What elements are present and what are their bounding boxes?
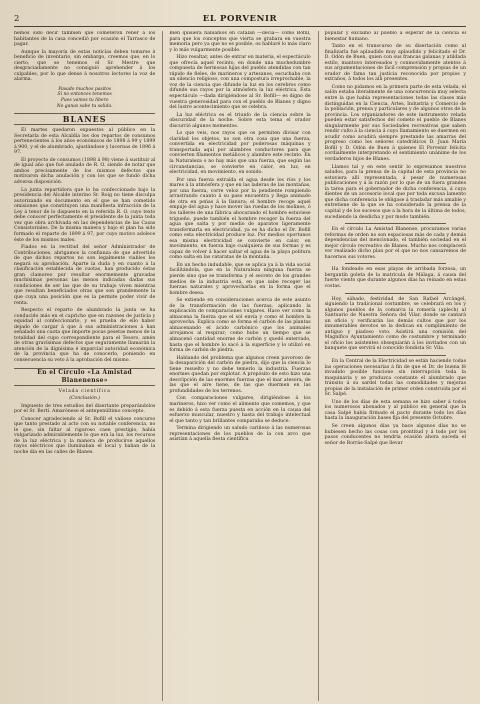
paragraph: Conocer agradeciendo al Sr. Bofill el valioso concurso que tanto prestado al acto con su notable conferencia, no le que, sin faltar al riguroso caen prestigio, había vulgarizado admirablemente lo que era la luz, los recursos de la luz eléctrica y la manera de producirse aquellos rayos eléctricos que iluminaban el local y bañan de la noche día en las calles de Blanes. bbox=[14, 416, 156, 455]
paragraph: Hizo resaltar, antes de entrar en materia, el espectáculo que ofrecía aquel recinto, en donde una muchedumbre compuesta de hermosas hijas del pueblo atendidas con tan rápido de fieles, de marineros y artesanos, escuchaba con un silencio religioso, con una compostura irreprochable, la voz de la ciencia que difunde la luz en los cerebros como difunde sus rayos por la atmósfera la luz eléctrica. Esta espectáculo —dada dirigiéndose al Sr. Bofill— es digno de vuestra generosidad para con el pueblo de Blanes y digno del lustre acontecimiento que se celebra. bbox=[169, 55, 311, 111]
verse-line: Pues vamos tu libero bbox=[60, 98, 109, 104]
section-title-blanes: BLANES bbox=[14, 113, 155, 125]
paragraph: El martes quedaron expuestos al público en la Secretaría de esta Alcaldía los dos repartos de consumos pertenecientes á los años económicos de 1898 á 99 y 1899 á 900, y el de alumbrado, ajustándose y lucernas de 1896 á 97. bbox=[14, 128, 156, 156]
paragraph: Bien quisiera habíamos en catalán —decía— como Bofill, para que los conceptos que vierta se grabara en vuestra memoria pero ya que no es posible, os hablaré lo más claro y lo más vulgarmente posible. bbox=[169, 31, 311, 53]
paragraph: Como no pidamos en la primera parte de esta velada, el salón estaba literalmente de una concurrencia muy selecta entre la que había representaciones todas las clases más distinguidas en la Ciencia, Artes, Industria y Comercio de la población, prensa y particulares y de algunos otros de la provincia. Los organizadores de este instrumento velada pueden estar satisfechos del cometo el pueblo de Blanes singularmente por sus Sociedades recreativas que saben rendir culto á la ciencia á cuyo llamamiento se duermen en acudir como acudirá siempre prestando las amarras del progreso como los señores catedráticos D. Juan María Bofill y D. Odón de Buen á quienes El Porvenir felicita cordialmente interpretando el sentimiento unánime de los verdaderos hijos de Blanes. bbox=[324, 84, 466, 163]
divider bbox=[345, 293, 446, 294]
verse bbox=[14, 87, 155, 109]
paragraph: Lo que veis, nos rayos que os permiten divisar con claridad los objetos, no son otra cosa que una fuerza, convertida en electricidad por poderosas máquinas y transportada aquí por alambres conductores para que convierten filamentos metálicos y alambre este recinto. En la Naturaleza o no hay más que una fuerza, que según las circunstancias, se convierte en calor, en luz, en electricidad, en movimiento, en sonido. bbox=[169, 131, 311, 176]
paragraph: Tanto en el transcurso de su disertación como al finalizarla fué aplaudido muy aplaudido y felicitado el Dr. D. Odón de Buen, quien con sus francas galanas y atildada estilo, mantuvo interesados y conmovidamente atentos á sus argumentaciones de fácil comprensión y propias de un orador de fama tan justicia reconocida por propios y extraños, á todos los allí presentes. bbox=[324, 44, 466, 83]
paragraph: popular y exclamó al pueblo á esperar de la ciencia el bienestar humano. bbox=[324, 31, 466, 42]
page-header bbox=[14, 10, 466, 27]
paragraph: Se creen algunos días ya hace algunos días no se hubiesen hecho las cosas con prontitud y á todo por los pasos conducentes no tendría ocasión ahora suceda el señor de Borrás-Salpé que llevar bbox=[324, 424, 466, 446]
paragraph: Impuesto de tres estudios del disertante preparándolos por el Sr. Bertí. Amarónese el antepenúltimo concepto. bbox=[14, 403, 156, 415]
verse-line: Si no entonces tenemos bbox=[57, 92, 112, 98]
paragraph: Respecto el reparto de alumbrado la junta se ha conducido más en el capricho que en razones de justicia y equidad al confeccionarlo, y es prueba de ello haber dejado de cargar á que á sus administraciones á han señalado una cuota que importe pocas pesetas menos de la totalidad del cupo correspondiente para el Tesoro, amén de otras gravísimas defectos que seguramente llamarán la atención de la dignísima é imparcial autoridad económica de la provincia que ha de conocerlo, poniendo en consecuencia su veto á la aprobación del mismo. bbox=[14, 308, 156, 363]
column-2 bbox=[162, 31, 310, 701]
paragraph: La luz eléctrica es el triunfo de la ciencia sobre la obscuridad de la noche. Sobre esta tema el orador discurrió algunos momentos. bbox=[169, 112, 311, 129]
paragraph: En el círculo La Amistad Blanense, procuramos varias reformas de orden no son espaciosas más de cada y demás dependencias del mencionado, el también sociedad en el mejor círculo recreativo de Blanes. Mucho nos complacerá ver realizado dicho plan por el que no nos cansaremos de hacernos sus votores. bbox=[324, 227, 466, 260]
paragraph: Por una fuerza extraída el agua desde los ríos y los mares á la atmósfera y que en las laderas de las montañas, por una fuerza, corre veloz por la pendiente rompiendo arrastrando cuanto á su paso encuentra y llega animado de otra en peñas á la llanura; el hombre recoge aquel empuje del agua y hace mover las ruedas de los molinos, ó los talleres de una fábrica abocarando el hombre estuviese trigueño, puede también el hombre recoger la fuerza del agua que salta y por medio de aparatos ligeramente transformarla en electricidad, ya es ha dicho el Dr. Bofill como esta electricidad produce luz. Por medios oportunos esa misma electricidad se convierte en calor, en movimiento, en fuerza bajo cualquiera de sus formas y es capaz de volver á hacer saltar el agua de la playa politura como salta en las cataratas de la montaña. bbox=[169, 177, 311, 261]
paragraph: Llamos tal y en este sentir lo expresamos nuestros saludos, para la prensa de la capital de esta provincia no estuviera allí representada, á pesar de numerosas publicaciones y á la razón por lo que de un fuera grandes la tarea para el gobernador de dicha conferencia, á cuya dientes de un accesorio local que por toda excusa lamento que dicha conferencia le obligase á trasladar más amable y entretiene de la que se ha considerado la prensa de la capital y de los sucesos que a la hora de la última de todos, sucediendo la desdicha y por modo también. bbox=[324, 164, 466, 220]
newspaper-title: EL PORVENIR bbox=[202, 14, 278, 24]
paragraph: Uno de los días de esta semana se hizo saber á todos los numerosos abonados y al público en general que la casa Salpé había firmado el pacto durante todo los días hasta la inauguración bases fija del presente Octubre. bbox=[324, 399, 466, 422]
paragraph: Con comparaciones vulgares, dirigiéndose á los marineros, hizo ver como el alimento que comemos, y que es debido á esta fuerza puesta en acción en la causa del esfuerzo muscular, nuestro y hasta del trabajo intelectual el que tanto y tan brillantes comparaba se deduce. bbox=[169, 396, 311, 424]
section-title-circulo: En el Círculo «La Amistad Blanenense» bbox=[14, 368, 155, 386]
article-columns bbox=[14, 31, 466, 701]
column-3 bbox=[318, 31, 466, 701]
paragraph: El proyecto de consumos (1898 á 98) viene á sustituir al de igual año que fué anulado de R. O. siendo de notar que ambos precisamente de los mismos defectos que motivaron dicha anulación y con los que se fundó dicha adversa disposición. bbox=[14, 157, 156, 186]
paragraph: Aunque la mayoría de estas noticias deben tomarse á beneficio de inventario, sin embargo, creemos que, en lo cierto, que se tenemos el Sr. Mestre que desgraciadamente no consiguió aprehender á los culpables, por lo que dense á nosotros lectores la voz de alarma. bbox=[14, 49, 156, 83]
divider bbox=[345, 223, 446, 224]
paragraph: Hoy, sábado, festividad de San Rafael Arcángel, siguiendo la tradicional costumbre, se celebrará en los y algunos pueblos de la comarca la romería (aplech) al Santuario de Nuestra Señora del Vilar, donde se cantará un oficio y verificarán los demás cultos que por los innumerables devotos se la dedican en cumplimiento de antiguo y piadoso voto. Asistirá una comisión del Magnífico Ayuntamiento como de costumbre y terminado el oficio los asistentes obsequiarán á los invitados con un banquete que servirá el conocido fondista Sr. Vila. bbox=[324, 296, 466, 352]
paragraph: Fiados en la rectitud del señor Administrador de Contribuciones, abrigamos la confianza de que advertido de que dichos repartos no son legalmente viables les negará su aprobación. Aparte la duda y en cuanto á la clasificación establecida de cuotas, han producido éstas gran clamoreo por resultar enormemente gravadas muchísimas personas las menos indicadas dadas sus condiciones de ser las que de su trabajo viven mientras que resultan beneficiados otras que son grandemente la que cuya una posición que es la permite poder vivir de renta. bbox=[14, 245, 156, 306]
paragraph: Termina dirigiendo un saludo cariñoso á las numerosas representaciones de los pueblos de la con arco que asistían á aquella fiesta científica bbox=[169, 426, 311, 443]
verse-line: Pasado muchos pasitos bbox=[58, 86, 112, 92]
paragraph: Se extiende en consideraciones acerca de este asunto de la transformación de las fuerzas, aplicando la explicación de comparaciones vulgares. Hace ver como la almacena la fuerza que el sol envía y como el hombre la aprovecha. Explica como se forma el carbón de las plantas almacenando el ácido carbónico que los animales arrojamos al respirar; como hubo un tiempo que se almacenó cantidad enorme de carbón y quedó enterrado, hasta que el hombre lo sacó á la superficie y lo utilizó en forma de carbón de piedra. bbox=[169, 298, 311, 354]
paragraph: En un hecho indudable, que se aplica ya á la vida social facilitándola, que en la Naturaleza ninguna fuerza se pierde sino que se transforma y el secreto de los grandes medios de la industria está, en que sabe recoger las fuerzas naturales y aprovecharlas en la forma que el hombre desea. bbox=[169, 262, 311, 296]
divider bbox=[345, 263, 446, 264]
paragraph: hemos sido decir también que cometeron reber a los habitantes de la casa concedió por ocasión el Tarrasco de pagar. bbox=[14, 31, 156, 48]
paragraph: La junta repartidora que lo ha confeccionado bajo la presidencia del Alcalde interino Sr. Roig no tiene disculpa autorizando en documento en el que se han cometido omisiones que constituyen una manifiesta infracción de la Ley á tenor de lo dispuesto en la referida R. O. cuyo texto debe conocer perfectamente el presidente de la junta toda vez que obra archivada en las dependencias de las Casas Consistoriales. De la misma manera y bajo el plan ha sido formado el reparto de 1899 á 97, por cuyo motivo adolece éste de los mismos males. bbox=[14, 187, 156, 243]
page-number: 2 bbox=[14, 14, 21, 24]
section-subtitle: Velada científica bbox=[58, 388, 111, 394]
verse-line: No ganas sabe tu salida. bbox=[56, 103, 113, 109]
paragraph: Ha fondeado en esas playas de arribada forzosa, un bergantín goleta de la matrícula de Málaga, á causa del fuerte viento que durante algunos días ha reinado en estas costas. bbox=[324, 267, 466, 289]
paragraph: Hablando del problema que algunos creen pavoroso de la desaparición del carbón de piedra, dijo que la ciencia lo tiene resuelto y no debe temerlo la industria. Fuerzas enormes quedan por explotar. A propósito de esto hizo una descripción de las enormes fuerzas que el mar atesora, de las que el aire tiene, de las que duermen en las profundidades de los terrenos. bbox=[169, 355, 311, 394]
column-1 bbox=[14, 31, 155, 701]
divider bbox=[345, 355, 446, 356]
paragraph: En la Central de la Electricidad se están haciendo todas las operaciones necesarias á fin de que el Dr. de buena fé invadido posible funcione sin interrupción toda la maquinaria y se produzca constante el alumbrado que tránsito á su sardel todas las comodidades y mejoras propias de la instalación de primer orden construida por el Sr. Salpé. bbox=[324, 358, 466, 398]
conclusion-note: (Conclusión.) bbox=[69, 396, 101, 402]
